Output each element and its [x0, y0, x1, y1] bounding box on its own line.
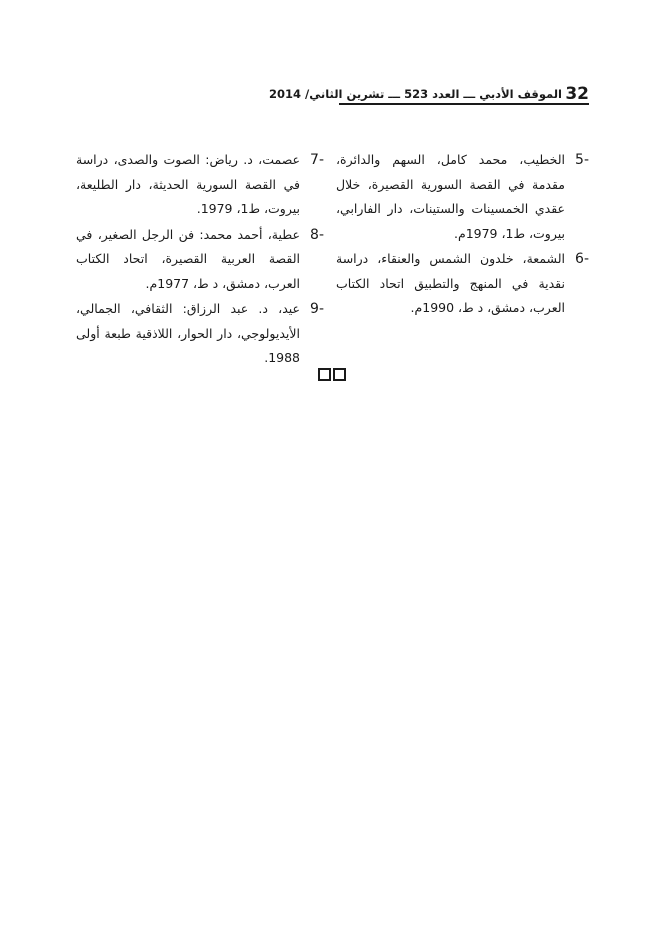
references-column-right	[336, 148, 589, 322]
end-of-article-mark-icon	[318, 368, 346, 379]
page-header	[269, 84, 589, 108]
square-icon	[333, 368, 346, 381]
reference-text: عطية، أحمد محمد: فن الرجل الصغير، في القصة العربية القصيرة، اتحاد الكتاب العرب، دمشق، د ط، 1977م.	[76, 226, 300, 291]
reference-number: 9-	[310, 301, 324, 317]
reference-text: الشمعة، خلدون الشمس والعنقاء، دراسة نقدية في المنهج والتطبيق اتحاد الكتاب العرب، دمشق، د ط، 1990م.	[336, 251, 565, 315]
reference-number: 7-	[310, 152, 324, 168]
references-column-left	[76, 148, 324, 372]
reference-text: عيد، د. عبد الرزاق: الثقافي، الجمالي، الأيديولوجي، دار الحوار، اللاذقية طبعة أولى 1988.	[76, 301, 300, 365]
running-head: الموقف الأدبي ـــ العدد 523 ـــ تشرين الثاني/ 2014	[269, 87, 562, 101]
reference-item	[76, 223, 324, 297]
reference-number: 5-	[575, 152, 589, 168]
reference-item	[76, 148, 324, 222]
page-number: 32	[565, 84, 589, 104]
reference-text: الخطيب، محمد كامل، السهم والدائرة، مقدمة في القصة السورية القصيرة، خلال عقدي الخمسينات والستينات، دار الفارابي، بيروت، ط1، 1979م.	[336, 152, 565, 241]
reference-text: عصمت، د. رياض: الصوت والصدى، دراسة في القصة السورية الحديثة، دار الطليعة، بيروت، ط1، 1979.	[76, 152, 300, 216]
reference-item	[336, 148, 589, 246]
header-rule	[339, 103, 589, 105]
reference-item	[76, 297, 324, 371]
reference-number: 8-	[310, 226, 324, 243]
reference-item	[336, 247, 589, 321]
square-icon	[318, 368, 331, 381]
reference-number: 6-	[575, 251, 589, 267]
